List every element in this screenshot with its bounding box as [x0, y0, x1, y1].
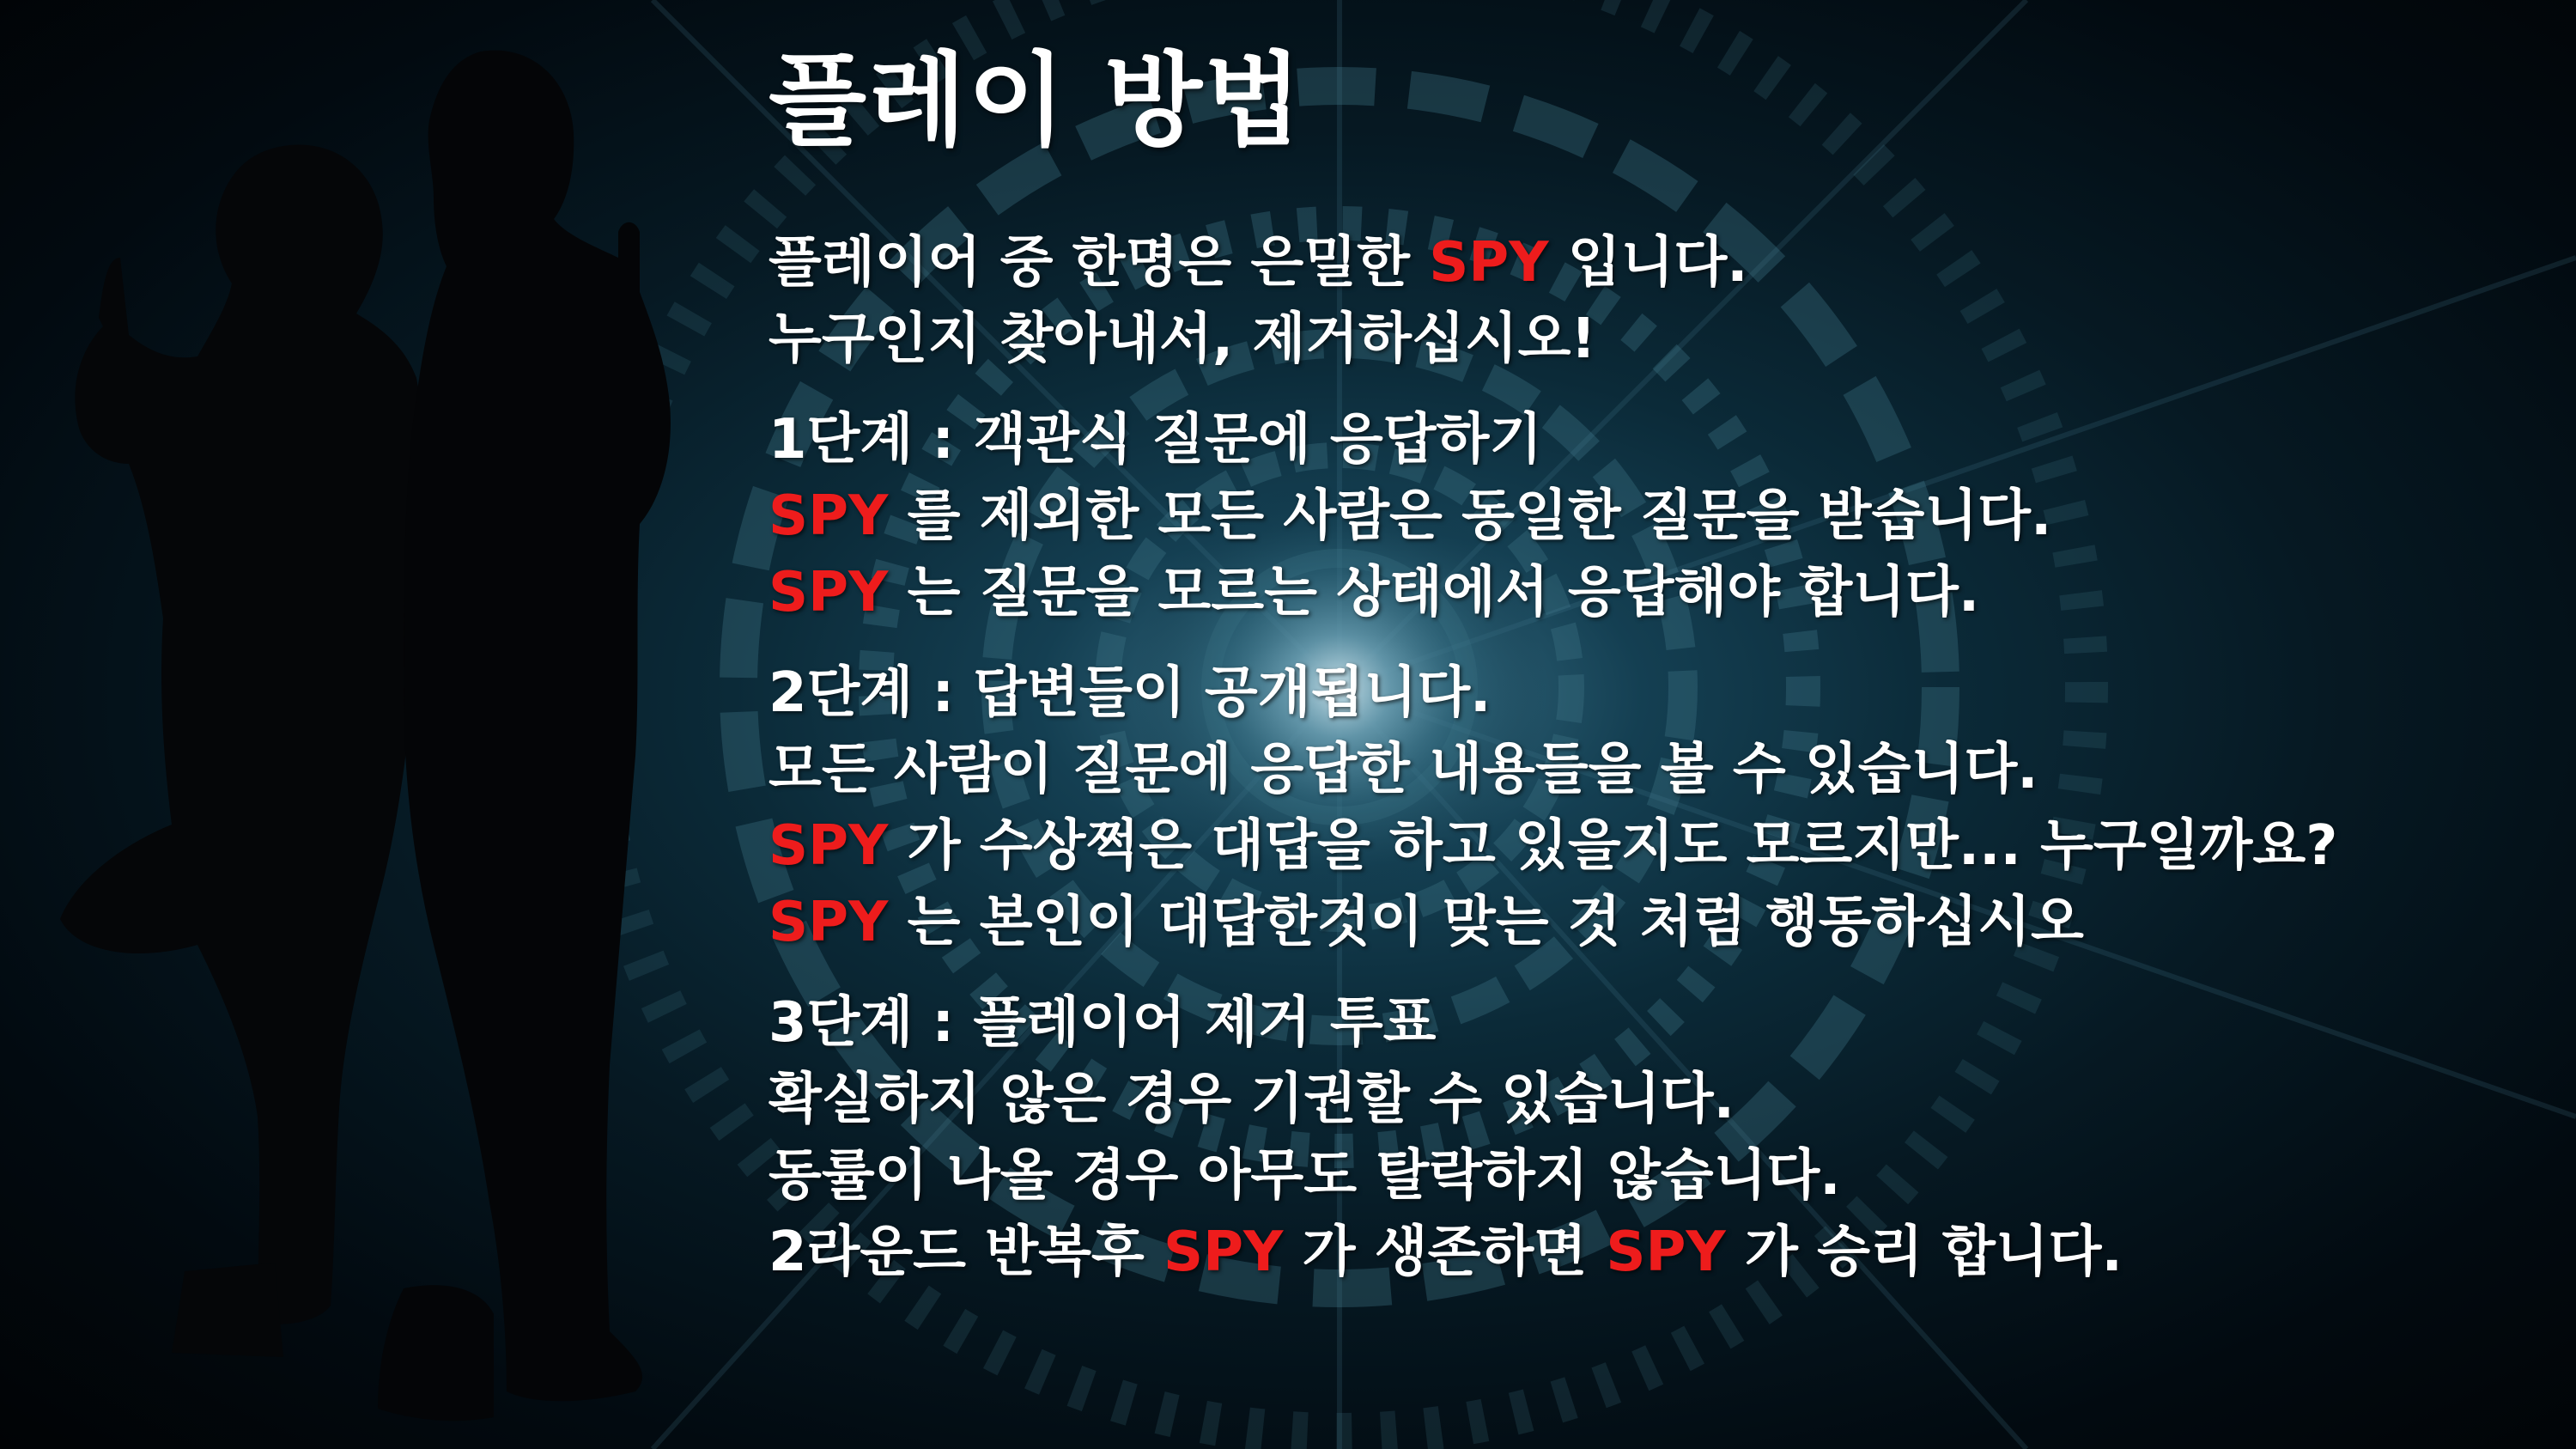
spy-keyword: SPY	[1163, 1221, 1284, 1284]
intro-section	[769, 225, 2537, 378]
man-silhouette	[404, 51, 671, 1402]
step2-line-3: SPY 가 수상쩍은 대답을 하고 있을지도 모르지만... 누구일까요?	[769, 814, 2338, 878]
step2-heading: 2단계 : 답변들이 공개됩니다.	[769, 661, 1492, 725]
step3-line-4: 2라운드 반복후 SPY 가 생존하면 SPY 가 승리 합니다.	[769, 1221, 2123, 1284]
spy-keyword: SPY	[769, 484, 889, 548]
step3-heading: 3단계 : 플레이어 제거 투표	[769, 991, 1437, 1055]
step3-line-3: 동률이 나올 경우 아무도 탈락하지 않습니다.	[769, 1144, 1841, 1208]
spy-keyword: SPY	[1429, 231, 1549, 295]
step1-line-2: SPY 를 제외한 모든 사람은 동일한 질문을 받습니다.	[769, 484, 2052, 548]
intro-line-1: 플레이어 중 한명은 은밀한 SPY 입니다.	[769, 231, 1748, 295]
step3-section	[769, 985, 2537, 1291]
spy-keyword: SPY	[1606, 1221, 1726, 1284]
step1-line-3: SPY 는 질문을 모르는 상태에서 응답해야 합니다.	[769, 561, 1980, 624]
step3-line-2: 확실하지 않은 경우 기권할 수 있습니다.	[769, 1068, 1735, 1131]
woman-silhouette	[60, 144, 427, 1324]
step2-line-2: 모든 사람이 질문에 응답한 내용들을 볼 수 있습니다.	[769, 738, 2038, 801]
step2-section	[769, 655, 2537, 961]
spy-keyword: SPY	[769, 561, 889, 624]
step1-heading: 1단계 : 객관식 질문에 응답하기	[769, 408, 1543, 472]
spy-keyword: SPY	[769, 814, 889, 878]
step2-line-4: SPY 는 본인이 대답한것이 맞는 것 처럼 행동하십시오	[769, 891, 2084, 954]
intro-line-2: 누구인지 찾아내서, 제거하십시오!	[769, 307, 1596, 371]
page-title: 플레이 방법	[769, 41, 1304, 160]
spy-keyword: SPY	[769, 891, 889, 954]
step1-section	[769, 402, 2537, 631]
instructions	[769, 225, 2537, 1291]
